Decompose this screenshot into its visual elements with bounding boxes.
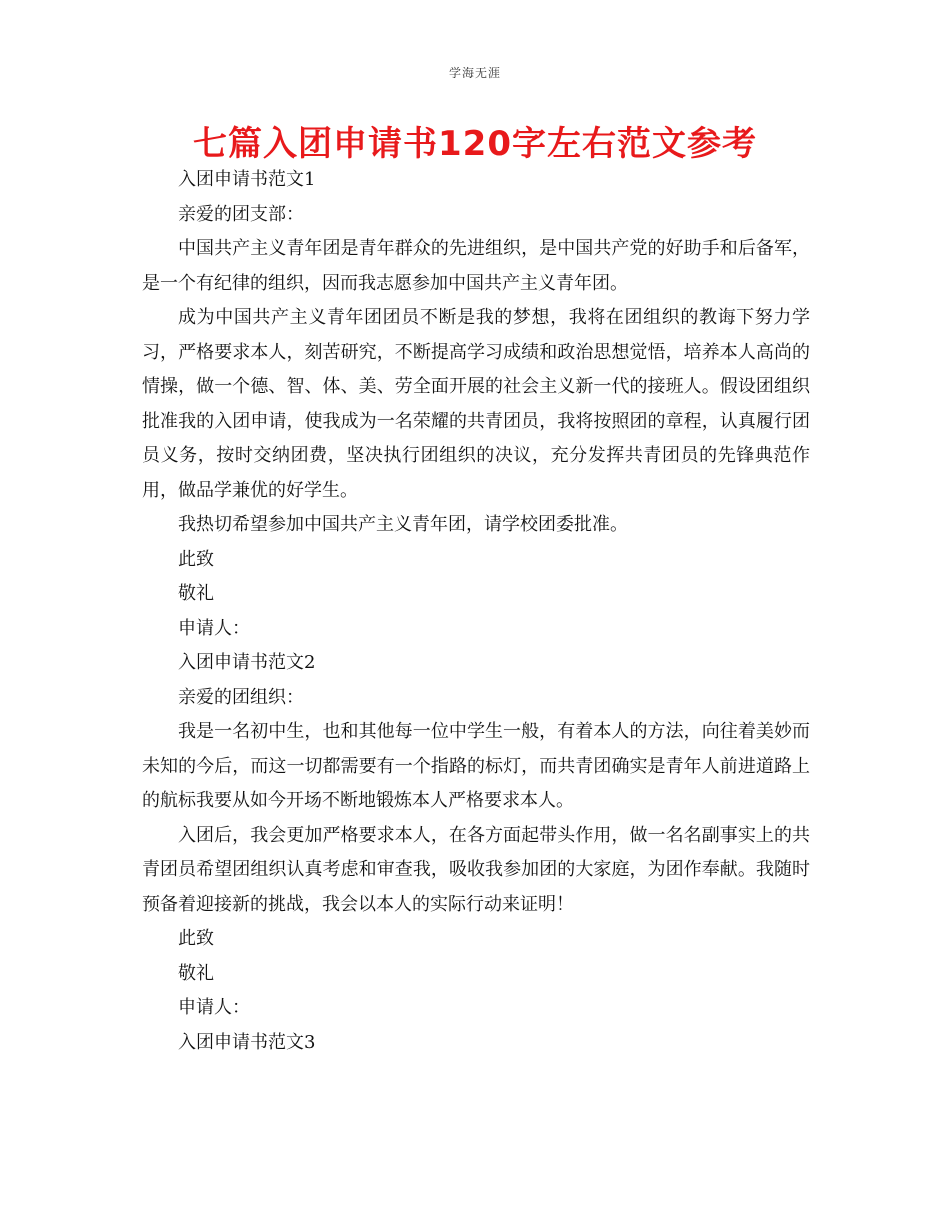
- document-body: [142, 163, 810, 1060]
- sample-2-closing-2: 敬礼: [178, 962, 214, 984]
- sample-1-applicant: 申请人：: [178, 617, 250, 639]
- sample-1-closing-2: 敬礼: [178, 583, 214, 604]
- sample-2-applicant: 申请人：: [178, 997, 250, 1018]
- document-title: 七篇入团申请书120字左右范文参考: [193, 124, 757, 164]
- sample-1-paragraph: 我热切希望参加中国共产主义青年团，请学校团委批准。: [178, 514, 628, 535]
- sample-2-heading: 入团申请书范文2: [178, 652, 316, 673]
- sample-2-closing-1: 此致: [178, 928, 214, 949]
- sample-1-paragraph: 成为中国共产主义青年团团员不断是我的梦想，我将在团组织的教诲下努力学习，严格要求本人，刻苦研究，不断提高学习成绩和政治思想觉悟，培养本人高尚的情操，做一个德、智、体、美、劳全面开展的社会主义新一代的接班人。假设团组织批准我的入团申请，使我成为一名荣耀的共青团员，我将按照团的章程，认真履行团员义务，按时交纳团费，坚决执行团组织的决议，充分发挥共青团员的先锋典范作用，做品学兼优的好学生。: [142, 307, 810, 501]
- sample-1-salutation: 亲爱的团支部：: [178, 203, 304, 225]
- sample-1-heading: 入团申请书范文1: [178, 169, 316, 190]
- sample-2-paragraph: 入团后，我会更加严格要求本人，在各方面起带头作用，做一名名副事实上的共青团员希望团组织认真考虑和审查我，吸收我参加团的大家庭，为团作奉献。我随时预备着迎接新的挑战，我会以本人的实际行动来证明！: [142, 824, 810, 915]
- header-note: 学海无涯: [448, 66, 501, 80]
- sample-1-closing-1: 此致: [178, 548, 214, 570]
- sample-3-heading: 入团申请书范文3: [178, 1031, 316, 1053]
- sample-2-paragraph: 我是一名初中生，也和其他每一位中学生一般，有着本人的方法，向往着美妙而未知的今后，而这一切都需要有一个指路的标灯，而共青团确实是青年人前进道路上的航标我要从如今开场不断地锻炼本人严格要求本人。: [142, 721, 810, 811]
- sample-1-paragraph: 中国共产主义青年团是青年群众的先进组织，是中国共产党的好助手和后备军，是一个有纪律的组织，因而我志愿参加中国共产主义青年团。: [142, 238, 810, 294]
- sample-2-salutation: 亲爱的团组织：: [178, 686, 304, 708]
